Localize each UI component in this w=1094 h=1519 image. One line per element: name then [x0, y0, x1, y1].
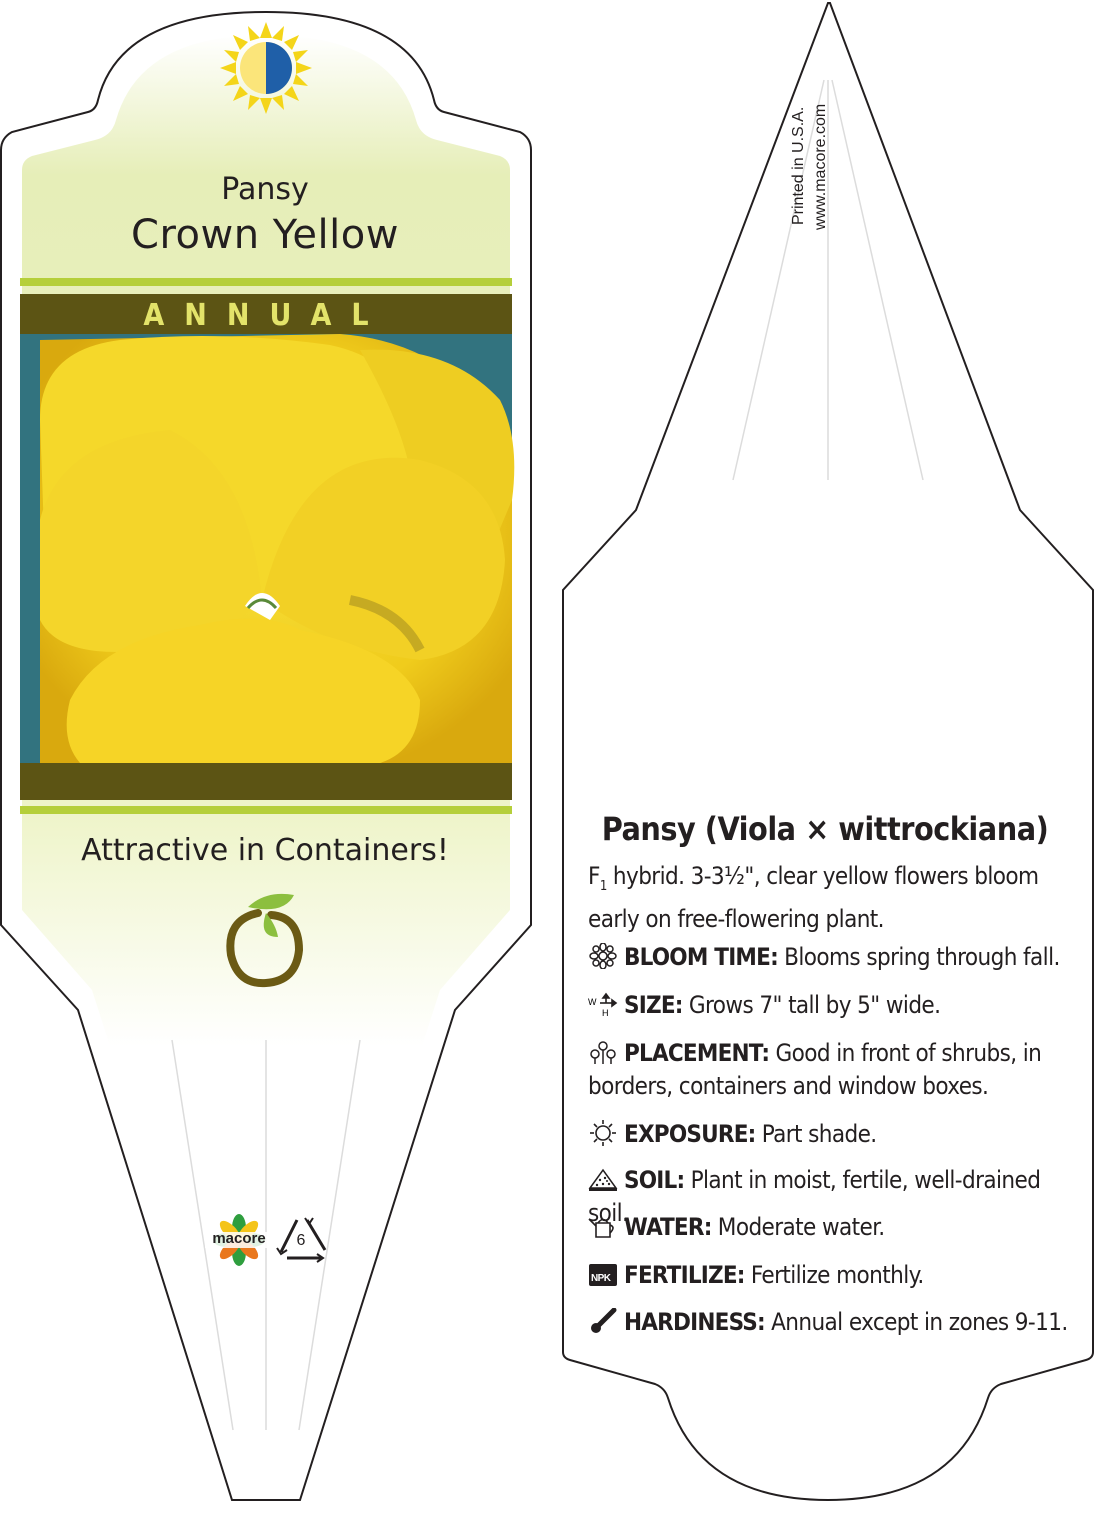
variety-name: Crown Yellow — [131, 212, 399, 258]
svg-text:NPK: NPK — [591, 1273, 611, 1284]
svg-text:H: H — [602, 1008, 608, 1017]
attribute-size: W H SIZE: Grows 7" tall by 5" wide. — [588, 991, 941, 1019]
flower-photo — [20, 334, 514, 763]
common-name: Pansy — [221, 172, 309, 207]
sun-icon — [588, 1120, 618, 1146]
attribute-bloom-time: BLOOM TIME: Blooms spring through fall. — [588, 941, 1068, 974]
recycle-number: 6 — [296, 1232, 306, 1249]
printed-in: Printed in U.S.A. — [790, 106, 807, 225]
brand-name: macore — [212, 1230, 266, 1247]
flower-icon — [588, 943, 618, 969]
placement-icon — [588, 1039, 618, 1065]
attribute-placement: PLACEMENT: Good in front of shrubs, in borders, containers and window boxes. — [588, 1039, 1042, 1100]
botanical-title: Pansy (Viola × wittrockiana) — [601, 810, 1049, 848]
soil-icon — [588, 1166, 618, 1192]
attribute-hardiness: HARDINESS: Annual except in zones 9-11. — [588, 1306, 1068, 1339]
attribute-water: WATER: Moderate water. — [588, 1211, 1068, 1244]
description-prefix: F — [588, 862, 600, 890]
thermometer-icon — [588, 1308, 618, 1334]
sun-part-shade-icon — [220, 22, 312, 114]
svg-text:W: W — [588, 997, 596, 1007]
attribute-soil: SOIL: Plant in moist, fertile, well-drained soil. — [588, 1166, 1041, 1227]
fertilizer-icon — [588, 1261, 618, 1287]
attribute-fertilize: NPK FERTILIZE: Fertilize monthly. — [588, 1259, 1068, 1292]
watering-can-icon — [588, 1213, 618, 1239]
size-icon — [588, 991, 618, 1017]
description-sub: 1 — [599, 878, 607, 894]
attribute-exposure: EXPOSURE: Part shade. — [588, 1118, 1068, 1151]
category-label: ANNUAL — [143, 298, 389, 333]
description — [588, 860, 1068, 936]
description-text: hybrid. 3-3½", clear yellow flowers bloom early on free-flowering plant. — [588, 862, 1039, 933]
printed-info — [790, 70, 850, 230]
tagline: Attractive in Containers! — [81, 833, 449, 868]
website: www.macore.com — [812, 103, 829, 230]
